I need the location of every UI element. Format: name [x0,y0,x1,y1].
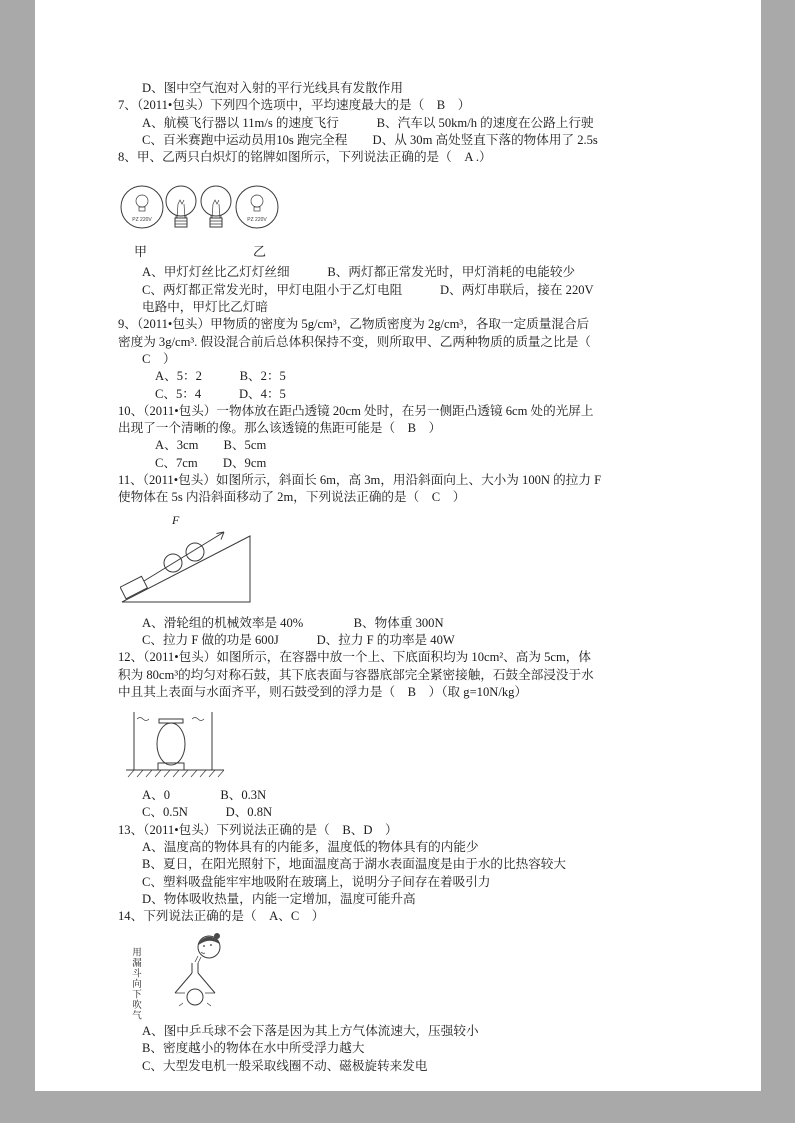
bulb-left-label: 甲 [134,244,148,260]
text-line: A、甲灯灯丝比乙灯灯丝细 B、两灯都正常发光时，甲灯消耗的电能较少 [142,265,576,280]
text-line: D、物体吸收热量，内能一定增加，温度可能升高 [142,891,416,906]
text-line: C、百米赛跑中运动员用10s 跑完全程 D、从 30m 高处竖直下落的物体用了 2.5s [142,132,598,147]
text-line: 中且其上表面与水面齐平，则石鼓受到的浮力是（ B ）（取 g=10N/kg） [118,684,528,699]
text-line: C、7cm D、9cm [155,455,267,470]
text-line: C、0.5N D、0.8N [142,805,273,820]
text-line: 出现了一个清晰的像。那么该透镜的焦距可能是（ B ） [118,421,442,436]
ball-icon [187,989,203,1005]
nameplate-left-icon [121,186,163,228]
question-11: 11、（2011•包头）如图所示，斜面长 6m，高 3m，用沿斜面向上、大小为 100N 的拉力 F [118,473,602,488]
stone-drum-icon [157,719,185,770]
question-8: 8、甲、乙两只白炽灯的铭牌如图所示，下列说法正确的是（ A .） [118,150,492,165]
question-14: 14、下列说法正确的是（ A、C ） [118,909,325,924]
incline-triangle [122,536,250,602]
text-line: C ） [142,351,176,366]
ground-hatching-icon [126,770,224,777]
force-label: F [172,512,180,527]
text-line: C、塑料吸盘能牢牢地吸附在玻璃上，说明分子间存在着吸引力 [142,874,491,889]
funnel-caption: 用漏斗向下吹气 [130,946,140,1020]
question-13: 13、（2011•包头）下列说法正确的是（ B、D ） [118,822,398,837]
text-line: D、图中空气泡对入射的平行光线具有发散作用 [142,81,403,95]
rope-line [144,532,224,581]
question-7: 7、（2011•包头）下列四个选项中，平均速度最大的是（ B ） [118,98,471,113]
figure-funnel-experiment [128,931,731,1021]
question-12: 12、（2011•包头）如图所示，在容器中放一个上、下底面积均为 10cm²、高为 5cm，体 [118,650,591,665]
text-line: 密度为 3g/cm³. 假设混合前后总体积保持不变，则所取甲、乙两种物质的质量之比是（ [118,334,591,349]
text-line: A、滑轮组的机械效率是 40% B、物体重 300N [142,615,444,630]
text-line: C、拉力 F 做的功是 600J D、拉力 F 的功率是 40W [142,632,455,647]
bulb-left-icon [166,186,196,227]
text-line: A、0 B、0.3N [142,788,267,803]
text-line: C、两灯都正常发光时，甲灯电阻小于乙灯电阻 D、两灯串联后，接在 220V [142,282,594,297]
person-head-icon [198,933,220,958]
nameplate-right-text: PZ 220V [247,217,267,224]
text-line: A、图中乒乓球不会下落是因为其上方气体流速大，压强较小 [142,1024,479,1038]
text-line: A、5：2 B、2：5 [155,369,286,384]
question-10: 10、（2011•包头）一物体放在距凸透镜 20cm 处时，在另一侧距凸透镜 6cm 处的光屏上 [118,403,594,418]
question-9: 9、（2011•包头）甲物质的密度为 5g/cm³，乙物质密度为 2g/cm³，各取一定质量混合后 [118,317,590,332]
figure-inclined-plane [120,512,731,612]
text-line: B、夏日，在阳光照射下，地面温度高于湖水表面温度是由于水的比热容较大 [142,857,566,872]
text-line: B、密度越小的物体在水中所受浮力越大 [142,1041,365,1056]
text-line: A、温度高的物体具有的内能多，温度低的物体具有的内能少 [142,840,479,855]
text-line: A、航模飞行器以 11m/s 的速度飞行 B、汽车以 50km/h 的速度在公路上行驶 [142,115,594,130]
bulb-right-label: 乙 [253,244,267,260]
figure-drum-container [126,706,731,784]
text-line: C、5：4 D、4：5 [155,386,286,401]
text-line: A、3cm B、5cm [155,438,267,453]
text-line: 电路中，甲灯比乙灯暗 [142,300,268,315]
document-page [35,0,761,1091]
bulb-right-icon [201,186,231,227]
nameplate-left-text: PZ 220V [132,217,152,224]
text-line: 积为 80cm³的均匀对称石鼓，其下底表面与容器底部完全紧密接触，石鼓全部浸没于水 [118,667,594,682]
text-line: 使物体在 5s 内沿斜面移动了 2m，下列说法正确的是（ C ） [118,490,466,505]
nameplate-right-icon [236,186,278,228]
figure-bulb-nameplates [118,171,731,261]
airflow-icon [195,956,201,963]
text-line: C、大型发电机一般采取线圈不动、磁极旋转来发电 [142,1058,428,1073]
